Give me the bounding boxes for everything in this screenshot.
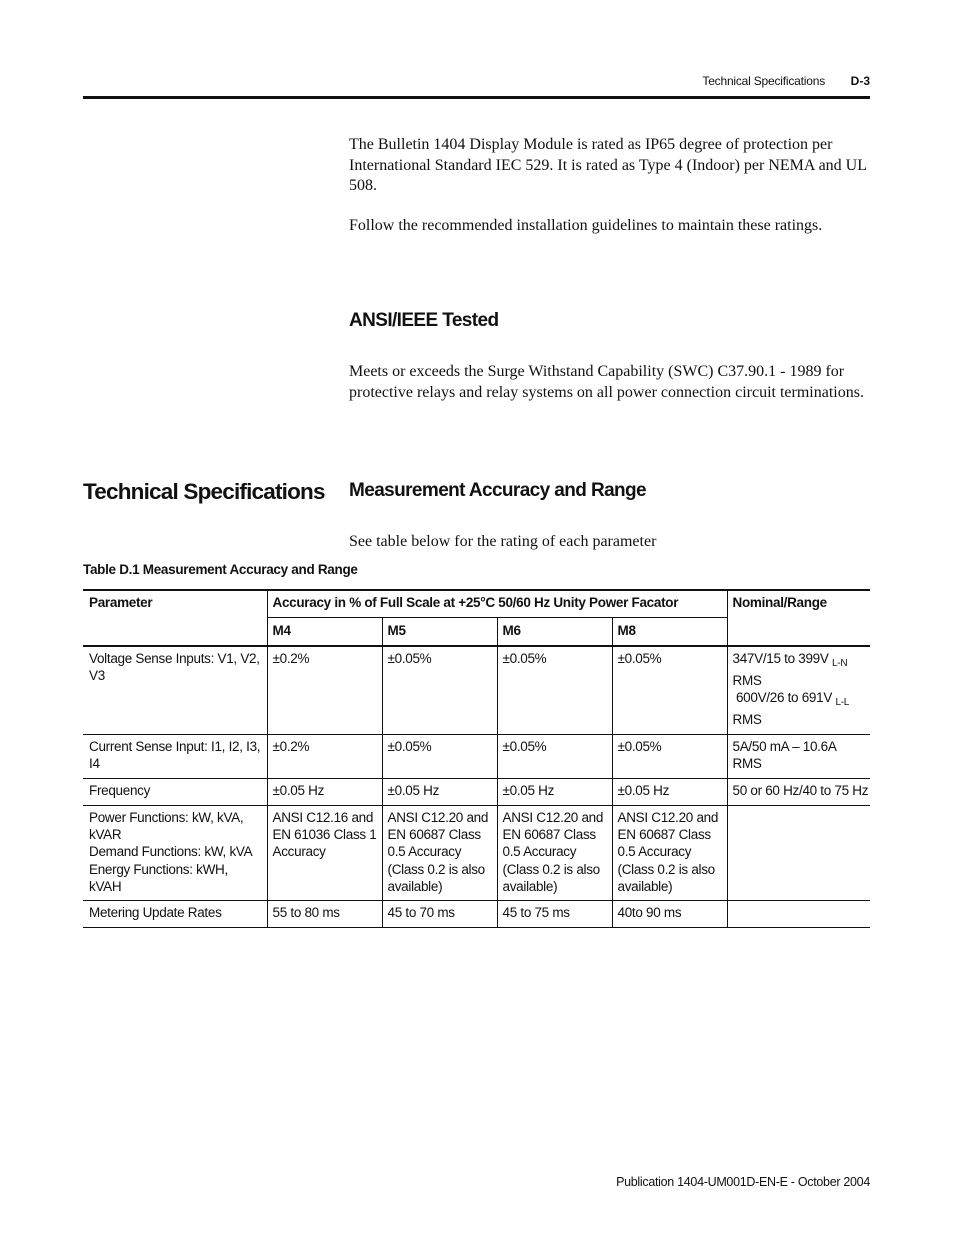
header-nominal: Nominal/Range <box>727 590 870 646</box>
cell-value: ±0.2% <box>267 734 382 778</box>
parameter-line: Demand Functions: kW, kVA <box>89 844 253 860</box>
parameter-line: Energy Functions: kWH, kVAH <box>89 861 228 894</box>
measurement-paragraph: See table below for the rating of each parameter <box>349 533 657 550</box>
parameter-line: Power Functions: kW, kVA, kVAR <box>89 809 244 843</box>
ansi-heading: ANSI/IEEE Tested <box>349 310 499 331</box>
nominal-subscript: L-N <box>832 657 848 669</box>
cell-parameter: Current Sense Input: I1, I2, I3, I4 <box>83 734 267 778</box>
cell-value: 45 to 75 ms <box>497 901 612 927</box>
header-model: M6 <box>497 618 612 646</box>
cell-value: ANSI C12.20 and EN 60687 Class 0.5 Accuracy (Class 0.2 is also available) <box>612 805 727 900</box>
cell-parameter: Voltage Sense Inputs: V1, V2, V3 <box>83 646 267 735</box>
cell-value: 40to 90 ms <box>612 901 727 927</box>
cell-value: ANSI C12.20 and EN 60687 Class 0.5 Accuracy (Class 0.2 is also available) <box>382 805 497 900</box>
cell-nominal <box>727 805 870 900</box>
chapter-heading: Technical Specifications <box>83 479 325 504</box>
nominal-text: 600V/26 to 691V <box>732 690 833 706</box>
measurement-heading: Measurement Accuracy and Range <box>349 480 647 501</box>
page-header <box>83 74 870 94</box>
cell-nominal <box>727 901 870 927</box>
header-parameter: Parameter <box>83 590 267 646</box>
running-header-title: Technical Specifications <box>702 74 825 88</box>
cell-value: 55 to 80 ms <box>267 901 382 927</box>
ansi-paragraph: Meets or exceeds the Surge Withstand Capability (SWC) C37.90.1 - 1989 for protective relays and relay systems on all power connection circuit terminations. <box>349 363 864 401</box>
table-row <box>83 805 870 900</box>
table-row <box>83 778 870 805</box>
cell-nominal: 50 or 60 Hz/40 to 75 Hz <box>727 778 870 805</box>
cell-value: ±0.05 Hz <box>382 778 497 805</box>
cell-value: ±0.05% <box>382 646 497 735</box>
nominal-text: 347V/15 to 399V <box>732 650 829 666</box>
header-model: M5 <box>382 618 497 646</box>
cell-value: ±0.05% <box>612 646 727 735</box>
table-row <box>83 901 870 927</box>
table-row <box>83 734 870 778</box>
cell-parameter: Metering Update Rates <box>83 901 267 927</box>
intro-paragraph-2: Follow the recommended installation guidelines to maintain these ratings. <box>349 217 823 234</box>
cell-value: ANSI C12.20 and EN 60687 Class 0.5 Accuracy (Class 0.2 is also available) <box>497 805 612 900</box>
cell-value: ±0.2% <box>267 646 382 735</box>
cell-value: 45 to 70 ms <box>382 901 497 927</box>
cell-value: ±0.05% <box>497 646 612 735</box>
header-accuracy: Accuracy in % of Full Scale at +25°C 50/60 Hz Unity Power Facator <box>267 590 727 618</box>
nominal-text: RMS <box>732 712 762 728</box>
publication-footer: Publication 1404-UM001D-EN-E - October 2004 <box>616 1175 870 1189</box>
measurement-table <box>83 589 870 928</box>
page-number: D-3 <box>850 74 870 88</box>
table-caption: Table D.1 Measurement Accuracy and Range <box>83 562 358 577</box>
cell-parameter: Frequency <box>83 778 267 805</box>
header-model: M8 <box>612 618 727 646</box>
header-model: M4 <box>267 618 382 646</box>
cell-nominal <box>727 646 870 735</box>
header-rule <box>83 96 870 99</box>
cell-value: ±0.05 Hz <box>612 778 727 805</box>
cell-value: ±0.05 Hz <box>497 778 612 805</box>
cell-value: ANSI C12.16 and EN 61036 Class 1 Accuracy <box>267 805 382 900</box>
nominal-subscript: L-L <box>835 697 850 709</box>
intro-paragraph-1: The Bulletin 1404 Display Module is rated as IP65 degree of protection per International Standard IEC 529. It is rated as Type 4 (Indoor) per NEMA and UL 508. <box>349 136 867 194</box>
cell-value: ±0.05 Hz <box>267 778 382 805</box>
table-header-row <box>83 590 870 618</box>
table-row <box>83 646 870 735</box>
cell-value: ±0.05% <box>612 734 727 778</box>
nominal-text: RMS <box>732 672 762 688</box>
cell-value: ±0.05% <box>382 734 497 778</box>
cell-value: ±0.05% <box>497 734 612 778</box>
cell-parameter <box>83 805 267 900</box>
cell-nominal: 5A/50 mA – 10.6A RMS <box>727 734 870 778</box>
